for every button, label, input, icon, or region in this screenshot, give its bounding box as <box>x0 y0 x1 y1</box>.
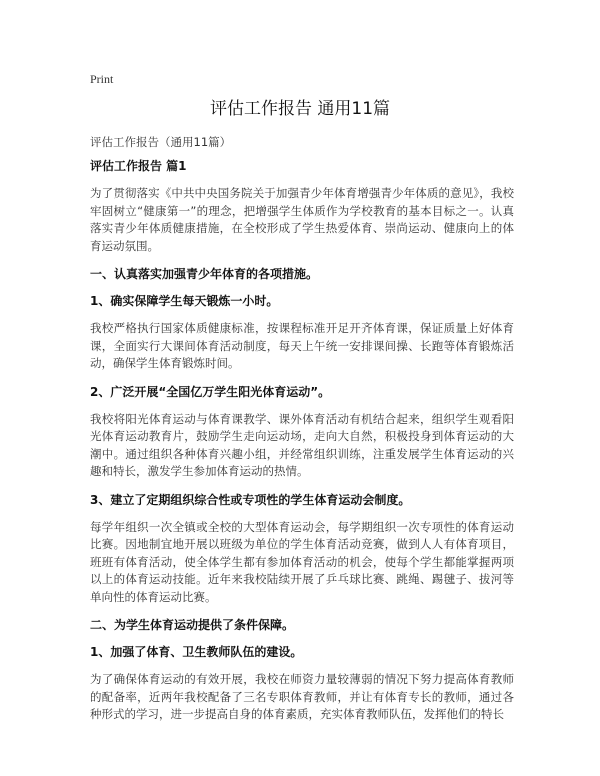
subheading-3: 3、建立了定期组织综合性或专项性的学生体育运动会制度。 <box>90 492 411 507</box>
document-subtitle: 评估工作报告（通用11篇） <box>90 135 232 149</box>
intro-paragraph: 为了贯彻落实《中共中央国务院关于加强青少年体育增强青少年体质的意见》，我校牢固树立“健康第一”的理念，把增强学生体质作为学校教育的基本目标之一。认真落实青少年体质健康措施，在全校形成了学生热爱体育、崇尚运动、健康向上的体育运动氛围。 <box>90 186 514 253</box>
print-link[interactable]: Print <box>90 72 114 86</box>
article-body <box>90 158 514 735</box>
heading-part-one: 一、认真落实加强青少年体育的各项措施。 <box>90 267 319 281</box>
paragraph-4: 为了确保体育运动的有效开展，我校在师资力量较薄弱的情况下努力提高体育教师的配备率，近两年我校配备了三名专职体育教师，并让有体育专长的教师，通过各种形式的学习，进一步提高自身的体育素质，充实体育教师队伍，发挥他们的特长 <box>90 672 514 721</box>
subheading-4: 1、加强了体育、卫生教师队伍的建设。 <box>90 645 303 659</box>
paragraph-1: 我校严格执行国家体质健康标准，按课程标准开足开齐体育课，保证质量上好体育课，全面实行大课间体育活动制度，每天上午统一安排课间操、长跑等体育锻炼活动，确保学生体育锻炼时间。 <box>90 321 514 370</box>
paragraph-2: 我校将阳光体育运动与体育课教学、课外体育活动有机结合起来，组织学生观看阳光体育运动教育片，鼓励学生走向运动场，走向大自然，积极投身到体育运动的大潮中。通过组织各种体育兴趣小组，并经常组织训练，注重发展学生体育运动的兴趣和特长，激发学生参加体育运动的热情。 <box>90 411 514 478</box>
heading-part-two: 二、为学生体育运动提供了条件保障。 <box>90 618 295 632</box>
subheading-2: 2、广泛开展“全国亿万学生阳光体育运动”。 <box>90 384 331 399</box>
paragraph-3: 每学年组织一次全镇或全校的大型体育运动会，每学期组织一次专项性的体育运动比赛。因地制宜地开展以班级为单位的学生体育活动竞赛，做到人人有体育项目，班班有体育活动，使全体学生都有参加体育活动的机会，使每个学生都能掌握两项以上的体育运动技能。近年来我校陆续开展了乒乓球比赛、跳绳、踢毽子、拔河等单向性的体育运动比赛。 <box>90 519 514 604</box>
page-title: 评估工作报告 通用11篇 <box>209 99 391 119</box>
subheading-1: 1、确实保障学生每天锻炼一小时。 <box>90 294 279 308</box>
section-heading: 评估工作报告 篇1 <box>90 159 187 173</box>
